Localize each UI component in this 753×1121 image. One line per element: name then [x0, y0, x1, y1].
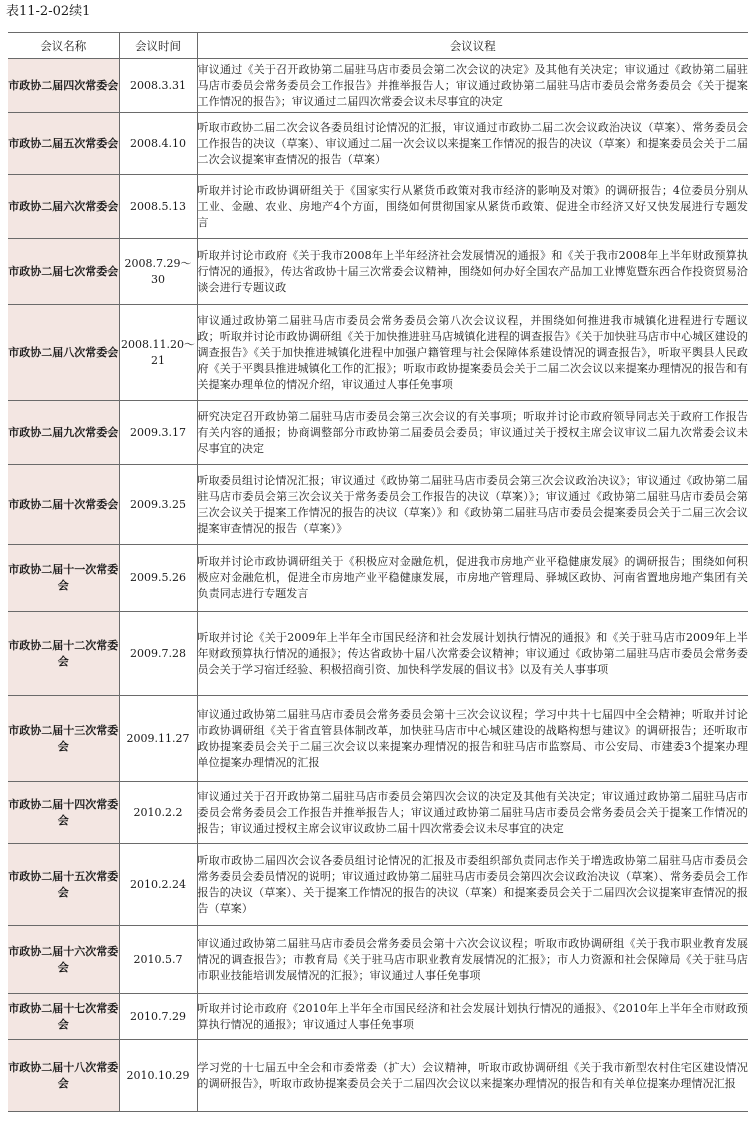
meeting-time-cell: 2009.11.27 [119, 696, 197, 782]
meeting-agenda-cell: 审议通过政协第二届驻马店市委员会常务委员会第十六次会议议程；听取市政协调研组《关于我市职业教育发展情况的调查报告》；市教育局《关于驻马店市职业教育发展情况的汇报》；市人力资源和社会保障局《关于驻马店市职业技能培训发展情况的汇报》；审议通过人事任免事项 [197, 926, 748, 994]
meeting-agenda-cell: 审议通过政协第二届驻马店市委员会常务委员会第八次会议议程，并围绕如何推进我市城镇化进程进行专题议政；听取并讨论市政协调研组《关于加快推进驻马店城镇化进程的调查报告》《关于加快驻马店市中心城区建设的调查报告》《关于加快推进城镇化进程中加强户籍管理与社会保障体系建设情况的调查报告》，听取平舆县人民政府《关于平舆县推进城镇化工作的汇报》；听取市政协提案委员会关于二届二次会议以来提案办理情况的报告和有关提案办理单位的情况介绍，审议通过人事任免事项 [197, 305, 748, 401]
meeting-time-cell: 2009.3.25 [119, 465, 197, 545]
meeting-agenda-cell: 审议通过《关于召开政协第二届驻马店市委员会第二次会议的决定》及其他有关决定；审议通过《政协第二届驻马店市委员会常务委员会工作报告》并推举报告人；审议通过政协第二届驻马店市委员会常务委员会《关于提案工作情况的报告》；审议通过二届四次常委会议未尽事宜的决定 [197, 59, 748, 113]
meeting-time-cell: 2010.7.29 [119, 994, 197, 1040]
meeting-time-cell: 2009.5.26 [119, 545, 197, 612]
meeting-name-cell: 市政协二届九次常委会 [8, 401, 119, 465]
meeting-time-cell: 2008.11.20～21 [119, 305, 197, 401]
meeting-agenda-cell: 听取委员组讨论情况汇报；审议通过《政协第二届驻马店市委员会第三次会议政治决议》；审议通过《政协第二届驻马店市委员会第三次会议关于常务委员会工作报告的决议（草案）》；审议通过《政协第二届驻马店市委员会第三次会议关于提案工作情况的报告的决议（草案）》和《政协第二届驻马店市委员会提案委员会关于二届三次会议提案审查情况的报告（草案）》 [197, 465, 748, 545]
meeting-name-cell: 市政协二届十七次常委会 [8, 994, 119, 1040]
meeting-name-cell: 市政协二届六次常委会 [8, 175, 119, 239]
table-row [8, 926, 748, 994]
header-meeting-agenda: 会议议程 [197, 33, 748, 59]
meeting-agenda-cell: 审议通过政协第二届驻马店市委员会常务委员会第十三次会议议程；学习中共十七届四中全会精神；听取并讨论市政协调研组《关于省直管县体制改革，加快驻马店市中心城区建设的战略构想与建议》的调研报告；还听取市政协提案委员会关于二届三次会议以来提案办理情况的报告和驻马店市监察局、市公安局、市建委3个提案办理单位提案办理情况的汇报 [197, 696, 748, 782]
meeting-agenda-cell: 听取并讨论市政府《2010年上半年全市国民经济和社会发展计划执行情况的通报》、《2010年上半年全市财政预算执行情况的通报》；审议通过人事任免事项 [197, 994, 748, 1040]
table-row [8, 782, 748, 844]
meeting-time-cell: 2008.5.13 [119, 175, 197, 239]
table-row [8, 113, 748, 175]
table-row [8, 545, 748, 612]
meeting-name-cell: 市政协二届十二次常委会 [8, 612, 119, 696]
table-row [8, 239, 748, 305]
table-row [8, 305, 748, 401]
meeting-time-cell: 2010.10.29 [119, 1040, 197, 1112]
meeting-time-cell: 2010.2.2 [119, 782, 197, 844]
meeting-name-cell: 市政协二届四次常委会 [8, 59, 119, 113]
meeting-name-cell: 市政协二届十六次常委会 [8, 926, 119, 994]
meeting-agenda-cell: 听取市政协二届四次会议各委员组讨论情况的汇报及市委组织部负责同志作关于增选政协第二届驻马店市委员会常务委员会委员情况的说明；审议通过政协第二届驻马店市委员会第四次会议政治决议（草案）、常务委员会工作报告的决议（草案）、关于提案工作情况的报告的决议（草案）和提案委员会关于二届四次会议提案审查情况的报告（草案） [197, 844, 748, 926]
meeting-agenda-cell: 听取并讨论市政协调研组关于《积极应对金融危机，促进我市房地产业平稳健康发展》的调研报告；围绕如何积极应对金融危机，促进全市房地产业平稳健康发展，市房地产管理局、驿城区政协、河南省置地房地产集团有关负责同志进行专题发言 [197, 545, 748, 612]
table-caption: 表11-2-02续1 [6, 4, 91, 19]
table-row [8, 1040, 748, 1112]
meeting-agenda-cell: 听取市政协二届二次会议各委员组讨论情况的汇报，审议通过市政协二届二次会议政治决议（草案）、常务委员会工作报告的决议（草案）、审议通过二届一次会议以来提案工作情况的报告的决议（草案）和提案委员会关于二届二次会议提案审查情况的报告（草案） [197, 113, 748, 175]
table-row [8, 844, 748, 926]
meeting-agenda-cell: 审议通过关于召开政协第二届驻马店市委员会第四次会议的决定及其他有关决定；审议通过政协第二届驻马店市委员会常务委员会工作报告并推举报告人；审议通过政协第二届驻马店市委员会常务委员会关于提案工作情况的报告；审议通过授权主席会议审议政协二届十四次常委会议未尽事宜的决定 [197, 782, 748, 844]
table-row [8, 175, 748, 239]
meeting-name-cell: 市政协二届五次常委会 [8, 113, 119, 175]
meeting-time-cell: 2008.3.31 [119, 59, 197, 113]
table-row [8, 612, 748, 696]
meeting-time-cell: 2010.2.24 [119, 844, 197, 926]
meeting-name-cell: 市政协二届十八次常委会 [8, 1040, 119, 1112]
meetings-table [8, 32, 748, 1112]
meeting-time-cell: 2008.7.29～30 [119, 239, 197, 305]
table-row [8, 401, 748, 465]
meeting-name-cell: 市政协二届七次常委会 [8, 239, 119, 305]
meeting-name-cell: 市政协二届十五次常委会 [8, 844, 119, 926]
meeting-agenda-cell: 听取并讨论市政府《关于我市2008年上半年经济社会发展情况的通报》和《关于我市2008年上半年财政预算执行情况的通报》，传达省政协十届三次常委会议精神，围绕如何办好全国农产品加工业博览暨东西合作投资贸易洽谈会进行专题议政 [197, 239, 748, 305]
meeting-name-cell: 市政协二届十三次常委会 [8, 696, 119, 782]
meeting-agenda-cell: 听取并讨论市政协调研组关于《国家实行从紧货币政策对我市经济的影响及对策》的调研报告；4位委员分别从工业、金融、农业、房地产4个方面，围绕如何贯彻国家从紧货币政策、促进全市经济又好又快发展进行专题发言 [197, 175, 748, 239]
table-row [8, 59, 748, 113]
meeting-name-cell: 市政协二届八次常委会 [8, 305, 119, 401]
meeting-name-cell: 市政协二届十一次常委会 [8, 545, 119, 612]
table-row [8, 465, 748, 545]
meeting-name-cell: 市政协二届十四次常委会 [8, 782, 119, 844]
table-header-row [8, 33, 748, 59]
meeting-time-cell: 2009.3.17 [119, 401, 197, 465]
table-row [8, 994, 748, 1040]
header-meeting-time: 会议时间 [119, 33, 197, 59]
table-row [8, 696, 748, 782]
meeting-agenda-cell: 研究决定召开政协第二届驻马店市委员会第三次会议的有关事项；听取并讨论市政府领导同志关于政府工作报告有关内容的通报；协商调整部分市政协第二届委员会委员；审议通过关于授权主席会议审议二届九次常委会议未尽事宜的决定 [197, 401, 748, 465]
meeting-agenda-cell: 学习党的十七届五中全会和市委常委（扩大）会议精神，听取市政协调研组《关于我市新型农村住宅区建设情况的调研报告》，听取市政协提案委员会关于二届四次会议以来提案办理情况的报告和有关单位提案办理情况汇报 [197, 1040, 748, 1112]
meeting-time-cell: 2008.4.10 [119, 113, 197, 175]
meeting-time-cell: 2010.5.7 [119, 926, 197, 994]
meeting-agenda-cell: 听取并讨论《关于2009年上半年全市国民经济和社会发展计划执行情况的通报》和《关于驻马店市2009年上半年财政预算执行情况的通报》；传达省政协十届八次常委会议精神；审议通过《政协第二届驻马店市委员会常务委员会关于学习宿迁经验、积极招商引资、加快科学发展的倡议书》以及有关人事事项 [197, 612, 748, 696]
meeting-name-cell: 市政协二届十次常委会 [8, 465, 119, 545]
meeting-time-cell: 2009.7.28 [119, 612, 197, 696]
header-meeting-name: 会议名称 [8, 33, 119, 59]
